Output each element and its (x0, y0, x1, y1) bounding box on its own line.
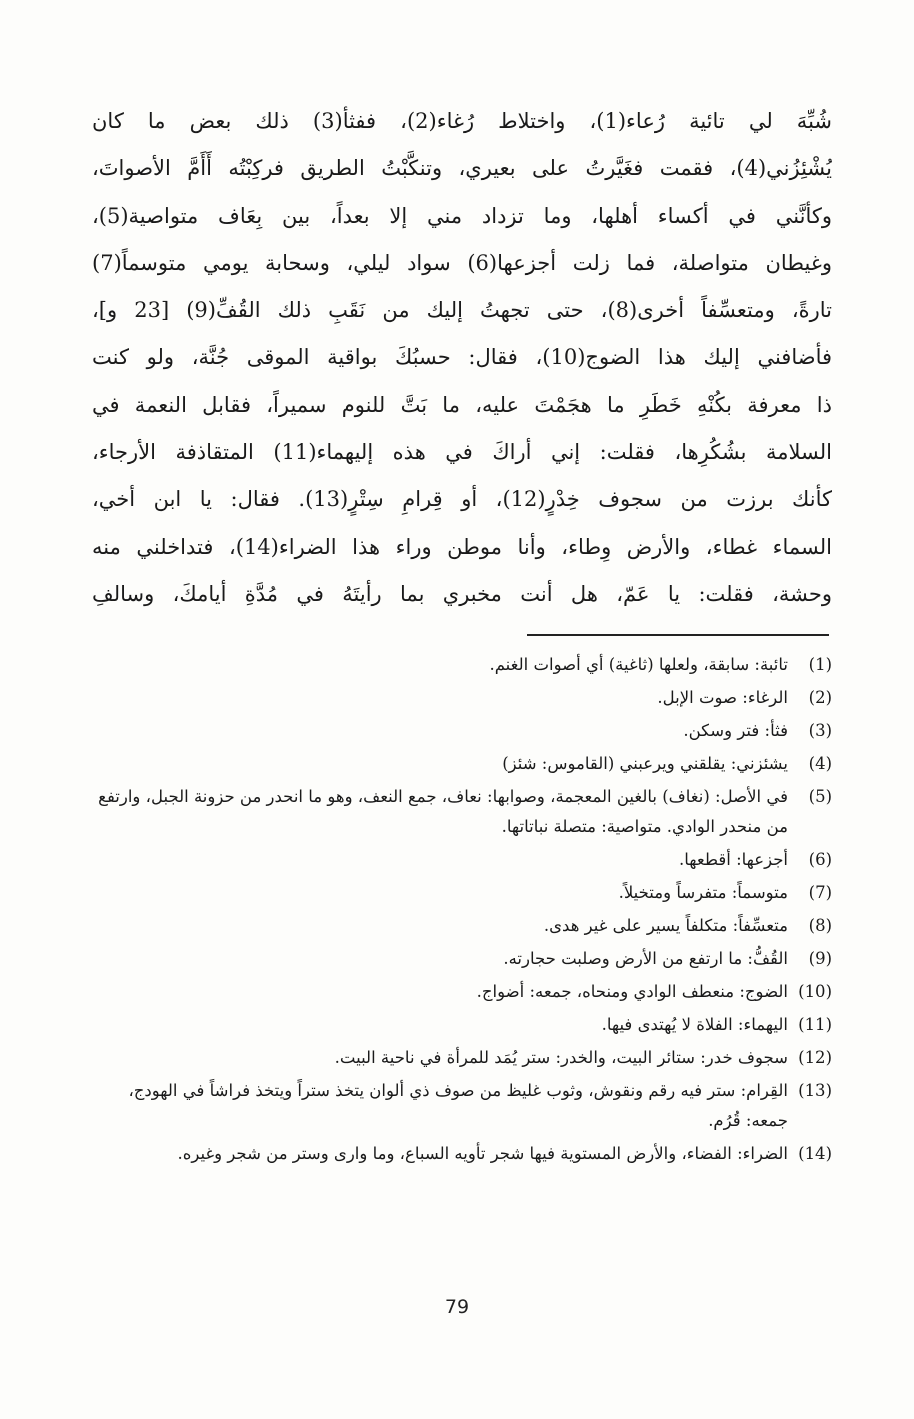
text-line: فأضافني إليك هذا الضوج(10)، فقال: حسبُكَ بواقية الموقى جُنَّة، ولو كنت (92, 345, 832, 370)
footnote-item (92, 782, 832, 842)
footnote-item (92, 683, 832, 713)
text-line: وكأنَّني في أكساء أهلها، وما تزداد مني إلا بعداً، بين بِعَاف متواصية(5)، (92, 203, 832, 228)
footnote-item (92, 1010, 832, 1040)
footnote-number: (14) (798, 1144, 832, 1163)
footnote-number: (9) (808, 949, 832, 968)
footnote-item (92, 1043, 832, 1073)
footnote-text: اليهماء: الفلاة لا يُهتدى فيها. (601, 1015, 788, 1034)
footnote-text: أجزعها: أقطعها. (678, 850, 788, 869)
text-line: ذا معرفة بكُنْهِ خَطَرِ ما هجَمْتَ عليه، ما بَتَّ للنوم سميراً، فقابل النعمة في (92, 392, 832, 417)
footnote-number: (13) (798, 1081, 832, 1100)
footnote-number: (11) (798, 1015, 832, 1034)
footnote-number: (3) (808, 721, 832, 740)
footnote-number: (5) (808, 787, 832, 806)
footnote-item (92, 911, 832, 941)
footnote-item (92, 1139, 832, 1169)
footnote-text: في الأصل: (نغاف) بالغين المعجمة، وصوابها: نعاف، جمع النعف، وهو ما انحدر من حزونة الجبل، وارتفع من منحدر الوادي. متواصية: متصلة نباتاتها. (98, 787, 788, 836)
footnote-text: الضوج: منعطف الوادي ومنحاه، جمعه: أضواج. (476, 982, 788, 1001)
footnote-number: (7) (808, 883, 832, 902)
footnote-number: (12) (798, 1048, 832, 1067)
footnote-item (92, 749, 832, 779)
main-text (92, 98, 832, 618)
footnote-text: يشئزني: يقلقني ويرعبني (القاموس: شئز) (502, 754, 788, 773)
footnote-item (92, 650, 832, 680)
text-line: كأنك برزت من سجوف خِدْرٍ(12)، أو قِرامِ سِتْرٍ(13). فقال: يا ابن أخي، (92, 487, 832, 512)
text-line: يُشْئِزُني(4)، فقمت فغَيَّرتُ على بعيري، وتنكَّبْتُ الطريق فركِبْتُه أَأَمَّ الأصواتَ، (92, 156, 832, 181)
footnote-item (92, 878, 832, 908)
footnote-number: (8) (808, 916, 832, 935)
footnote-text: الرغاء: صوت الإبل. (657, 688, 788, 707)
footnote-item (92, 716, 832, 746)
footnotes (92, 650, 832, 1172)
footnote-number: (10) (798, 982, 832, 1001)
footnote-number: (6) (808, 850, 832, 869)
footnote-number: (1) (808, 655, 832, 674)
footnote-text: الضراء: الفضاء، والأرض المستوية فيها شجر تأويه السباع، وما وارى وستر من شجر وغيره. (177, 1144, 788, 1163)
footnote-item (92, 845, 832, 875)
footnote-number: (2) (808, 688, 832, 707)
footnote-item (92, 944, 832, 974)
footnote-number: (4) (808, 754, 832, 773)
footnote-text: فثأ: فتر وسكن. (683, 721, 788, 740)
footnote-text: متعسِّفاً: متكلفاً يسير على غير هدى. (543, 916, 788, 935)
footnote-text: القُفُّ: ما ارتفع من الأرض وصلبت حجارته. (503, 949, 788, 968)
text-line: وغيطان متواصلة، فما زلت أجزعها(6) سواد ليلي، وسحابة يومي متوسماً(7) (92, 250, 832, 275)
footnote-text: تائبة: سابقة، ولعلها (ثاغية) أي أصوات الغنم. (489, 655, 788, 674)
text-line: السماء غطاء، والأرض وِطاء، وأنا موطن وراء هذا الضراء(14)، فتداخلني منه (92, 534, 832, 559)
footnote-item (92, 1076, 832, 1136)
footnote-text: سجوف خدر: ستائر البيت، والخدر: ستر يُمَد للمرأة في ناحية البيت. (334, 1048, 788, 1067)
text-line: تارةً، ومتعسِّفاً أخرى(8)، حتى تجهتُ إليك من نَقَبِ ذلك القُفِّ(9) [23 و]، (92, 298, 832, 323)
footnote-divider (527, 634, 829, 636)
text-line: شُبِّهَ لي تائية رُعاء(1)، واختلاط رُغاء(2)، ففثأ(3) ذلك بعض ما كان (92, 109, 832, 133)
text-line: السلامة بشُكُرِها، فقلت: إني أراكَ في هذه إليهماء(11) المتقاذفة الأرجاء، (92, 440, 832, 465)
footnote-text: متوسماً: متفرساً ومتخيلاً. (618, 883, 788, 902)
text-line: وحشة، فقلت: يا عَمّ، هل أنت مخبري بما رأيتَهُ في مُدَّةِ أيامكَ، وسالفِ (92, 581, 832, 606)
footnote-item (92, 977, 832, 1007)
footnote-text: القِرام: ستر فيه رقم ونقوش، وثوب غليظ من صوف ذي ألوان يتخذ ستراً ويتخذ فراشاً في الهودج، جمعه: قُرُم. (128, 1081, 788, 1130)
page-number: 79 (444, 1296, 470, 1318)
